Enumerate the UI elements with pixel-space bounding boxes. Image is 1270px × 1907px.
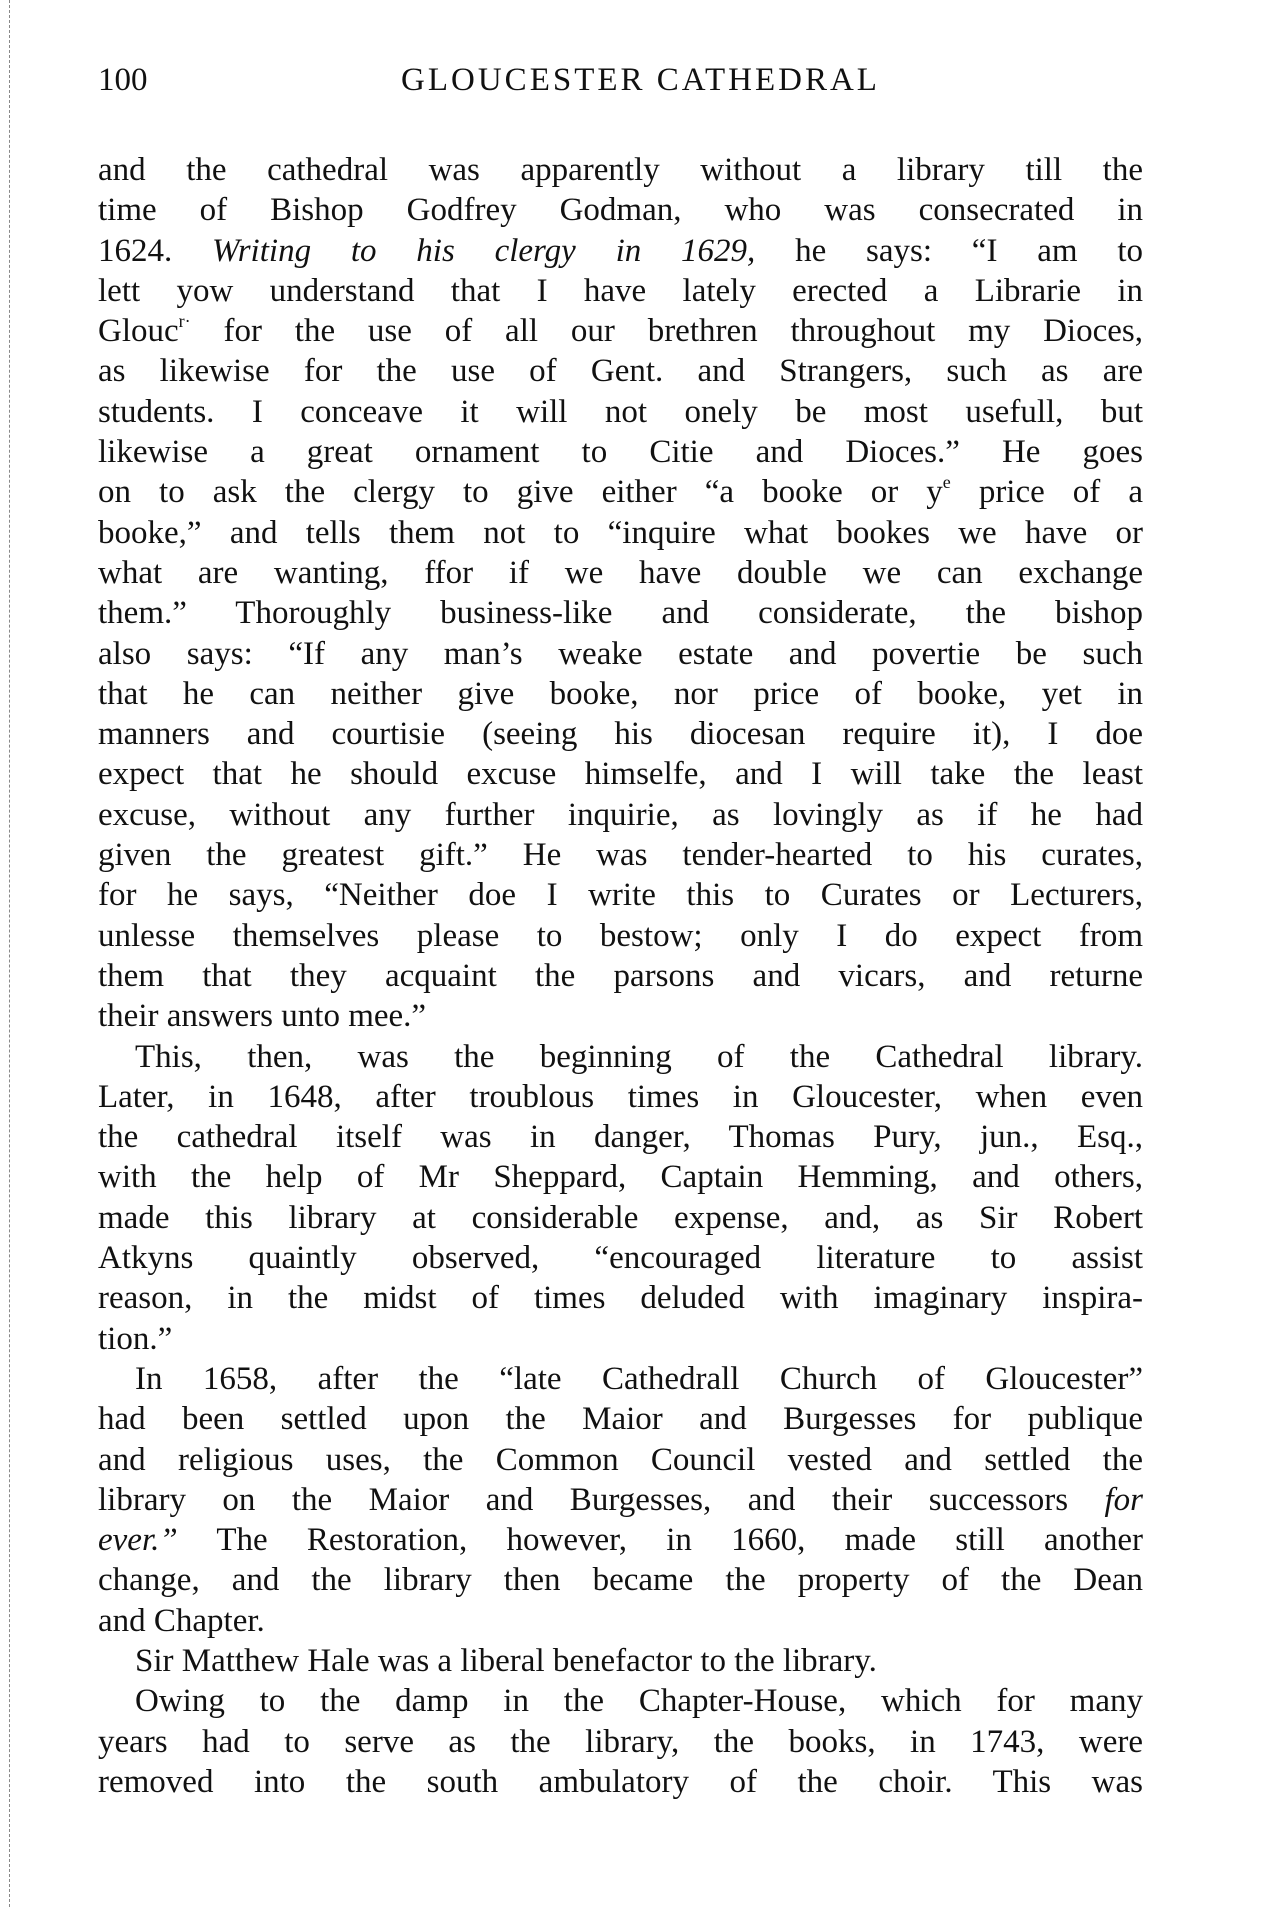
text-line xyxy=(98,1601,1143,1641)
text-line xyxy=(98,1037,1143,1077)
text-segment: This, then, was the beginning of the Cathedral library. xyxy=(135,1038,1143,1075)
text-segment: made this library at considerable expense, and, as Sir Robert xyxy=(98,1199,1143,1236)
text-line xyxy=(98,513,1143,553)
text-segment: Owing to the damp in the Chapter-House, which for many xyxy=(135,1683,1143,1720)
text-segment: he says: “I am to xyxy=(755,232,1144,269)
text-line xyxy=(98,432,1143,472)
text-line xyxy=(98,1359,1143,1399)
text-line xyxy=(98,1560,1143,1600)
text-segment: In 1658, after the “late Cathedrall Church of Gloucester” xyxy=(135,1360,1143,1397)
text-line xyxy=(98,1480,1143,1520)
body-text xyxy=(98,150,1143,1802)
text-segment: 1624. xyxy=(98,232,213,269)
text-line xyxy=(98,472,1143,512)
text-line xyxy=(98,1722,1143,1762)
text-segment: Atkyns quaintly observed, “encouraged literature to assist xyxy=(98,1240,1143,1277)
page-header xyxy=(98,62,1143,108)
text-line xyxy=(98,996,1143,1036)
running-title: GLOUCESTER CATHEDRAL xyxy=(401,62,880,98)
text-segment: The Restoration, however, in 1660, made still another xyxy=(177,1522,1143,1559)
text-segment: removed into the south ambulatory of the choir. This was xyxy=(98,1763,1143,1800)
text-line xyxy=(98,1440,1143,1480)
text-line xyxy=(98,1157,1143,1197)
text-line xyxy=(98,916,1143,956)
text-line xyxy=(98,1319,1143,1359)
superscript-text: e xyxy=(942,472,951,493)
text-line xyxy=(98,1117,1143,1157)
text-line xyxy=(98,875,1143,915)
text-line xyxy=(98,754,1143,794)
italic-text: ever.” xyxy=(98,1522,178,1559)
text-segment: them.” Thoroughly business-like and considerate, the bishop xyxy=(98,595,1143,632)
text-segment: Glouc xyxy=(98,313,179,350)
text-segment: as likewise for the use of Gent. and Strangers, such as are xyxy=(98,353,1143,390)
text-line xyxy=(98,351,1143,391)
text-line xyxy=(98,795,1143,835)
text-line xyxy=(98,1681,1143,1721)
text-line xyxy=(98,231,1143,271)
text-segment: what are wanting, ffor if we have double we can exchange xyxy=(98,554,1143,591)
text-segment: lett yow understand that I have lately erected a Librarie in xyxy=(98,272,1143,309)
text-line xyxy=(98,593,1143,633)
text-segment: price of a xyxy=(950,474,1143,511)
text-segment: tion.” xyxy=(98,1320,173,1357)
text-line xyxy=(98,835,1143,875)
text-segment: also says: “If any man’s weake estate and povertie be such xyxy=(98,635,1143,672)
text-segment: students. I conceave it will not onely be most usefull, but xyxy=(98,393,1143,430)
text-segment: for he says, “Neither doe I write this to Curates or Lecturers, xyxy=(98,877,1143,914)
text-line xyxy=(98,714,1143,754)
text-line xyxy=(98,1520,1143,1560)
text-segment: change, and the library then became the property of the Dean xyxy=(98,1562,1143,1599)
text-segment: the cathedral itself was in danger, Thomas Pury, jun., Esq., xyxy=(98,1119,1143,1156)
text-segment: that he can neither give booke, nor price of booke, yet in xyxy=(98,675,1143,712)
text-segment: them that they acquaint the parsons and vicars, and returne xyxy=(98,957,1143,994)
text-segment: excuse, without any further inquirie, as lovingly as if he had xyxy=(98,796,1143,833)
text-line xyxy=(98,150,1143,190)
text-segment: and Chapter. xyxy=(98,1602,265,1639)
text-line xyxy=(98,1641,1143,1681)
text-segment: had been settled upon the Maior and Burgesses for publique xyxy=(98,1401,1143,1438)
text-line xyxy=(98,1077,1143,1117)
text-segment: unlesse themselves please to bestow; only I do expect from xyxy=(98,917,1143,954)
italic-text: Writing to his clergy in 1629, xyxy=(212,232,756,269)
text-segment: and religious uses, the Common Council vested and settled the xyxy=(98,1441,1143,1478)
text-line xyxy=(98,634,1143,674)
text-segment: with the help of Mr Sheppard, Captain Hemming, and others, xyxy=(98,1159,1143,1196)
text-segment: for the use of all our brethren throughout my Dioces, xyxy=(190,313,1143,350)
text-segment: expect that he should excuse himselfe, and I will take the least xyxy=(98,756,1143,793)
text-line xyxy=(98,311,1143,351)
text-segment: booke,” and tells them not to “inquire what bookes we have or xyxy=(98,514,1143,551)
text-segment: Later, in 1648, after troublous times in Gloucester, when even xyxy=(98,1078,1143,1115)
text-line xyxy=(98,1198,1143,1238)
page-edge-scan-line xyxy=(9,0,10,1907)
text-segment: their answers unto mee.” xyxy=(98,998,427,1035)
text-segment: given the greatest gift.” He was tender-hearted to his curates, xyxy=(98,837,1143,874)
text-segment: time of Bishop Godfrey Godman, who was consecrated in xyxy=(98,192,1143,229)
text-line xyxy=(98,553,1143,593)
text-segment: Sir Matthew Hale was a liberal benefactor to the library. xyxy=(135,1642,877,1679)
text-segment: reason, in the midst of times deluded with imaginary inspira- xyxy=(98,1280,1143,1317)
italic-text: for xyxy=(1104,1481,1143,1518)
text-line xyxy=(98,1399,1143,1439)
text-segment: library on the Maior and Burgesses, and their successors xyxy=(98,1481,1105,1518)
superscript-text: r· xyxy=(178,311,191,332)
text-line xyxy=(98,190,1143,230)
text-line xyxy=(98,674,1143,714)
text-segment: on to ask the clergy to give either “a booke or y xyxy=(98,474,943,511)
text-line xyxy=(98,1238,1143,1278)
text-line xyxy=(98,271,1143,311)
page-number: 100 xyxy=(98,62,148,98)
text-segment: and the cathedral was apparently without a library till the xyxy=(98,152,1143,188)
text-segment: likewise a great ornament to Citie and Dioces.” He goes xyxy=(98,434,1143,471)
text-segment: manners and courtisie (seeing his diocesan require it), I doe xyxy=(98,716,1143,753)
text-line xyxy=(98,1762,1143,1802)
text-line xyxy=(98,956,1143,996)
text-line xyxy=(98,392,1143,432)
text-segment: years had to serve as the library, the books, in 1743, were xyxy=(98,1723,1143,1760)
text-line xyxy=(98,1278,1143,1318)
